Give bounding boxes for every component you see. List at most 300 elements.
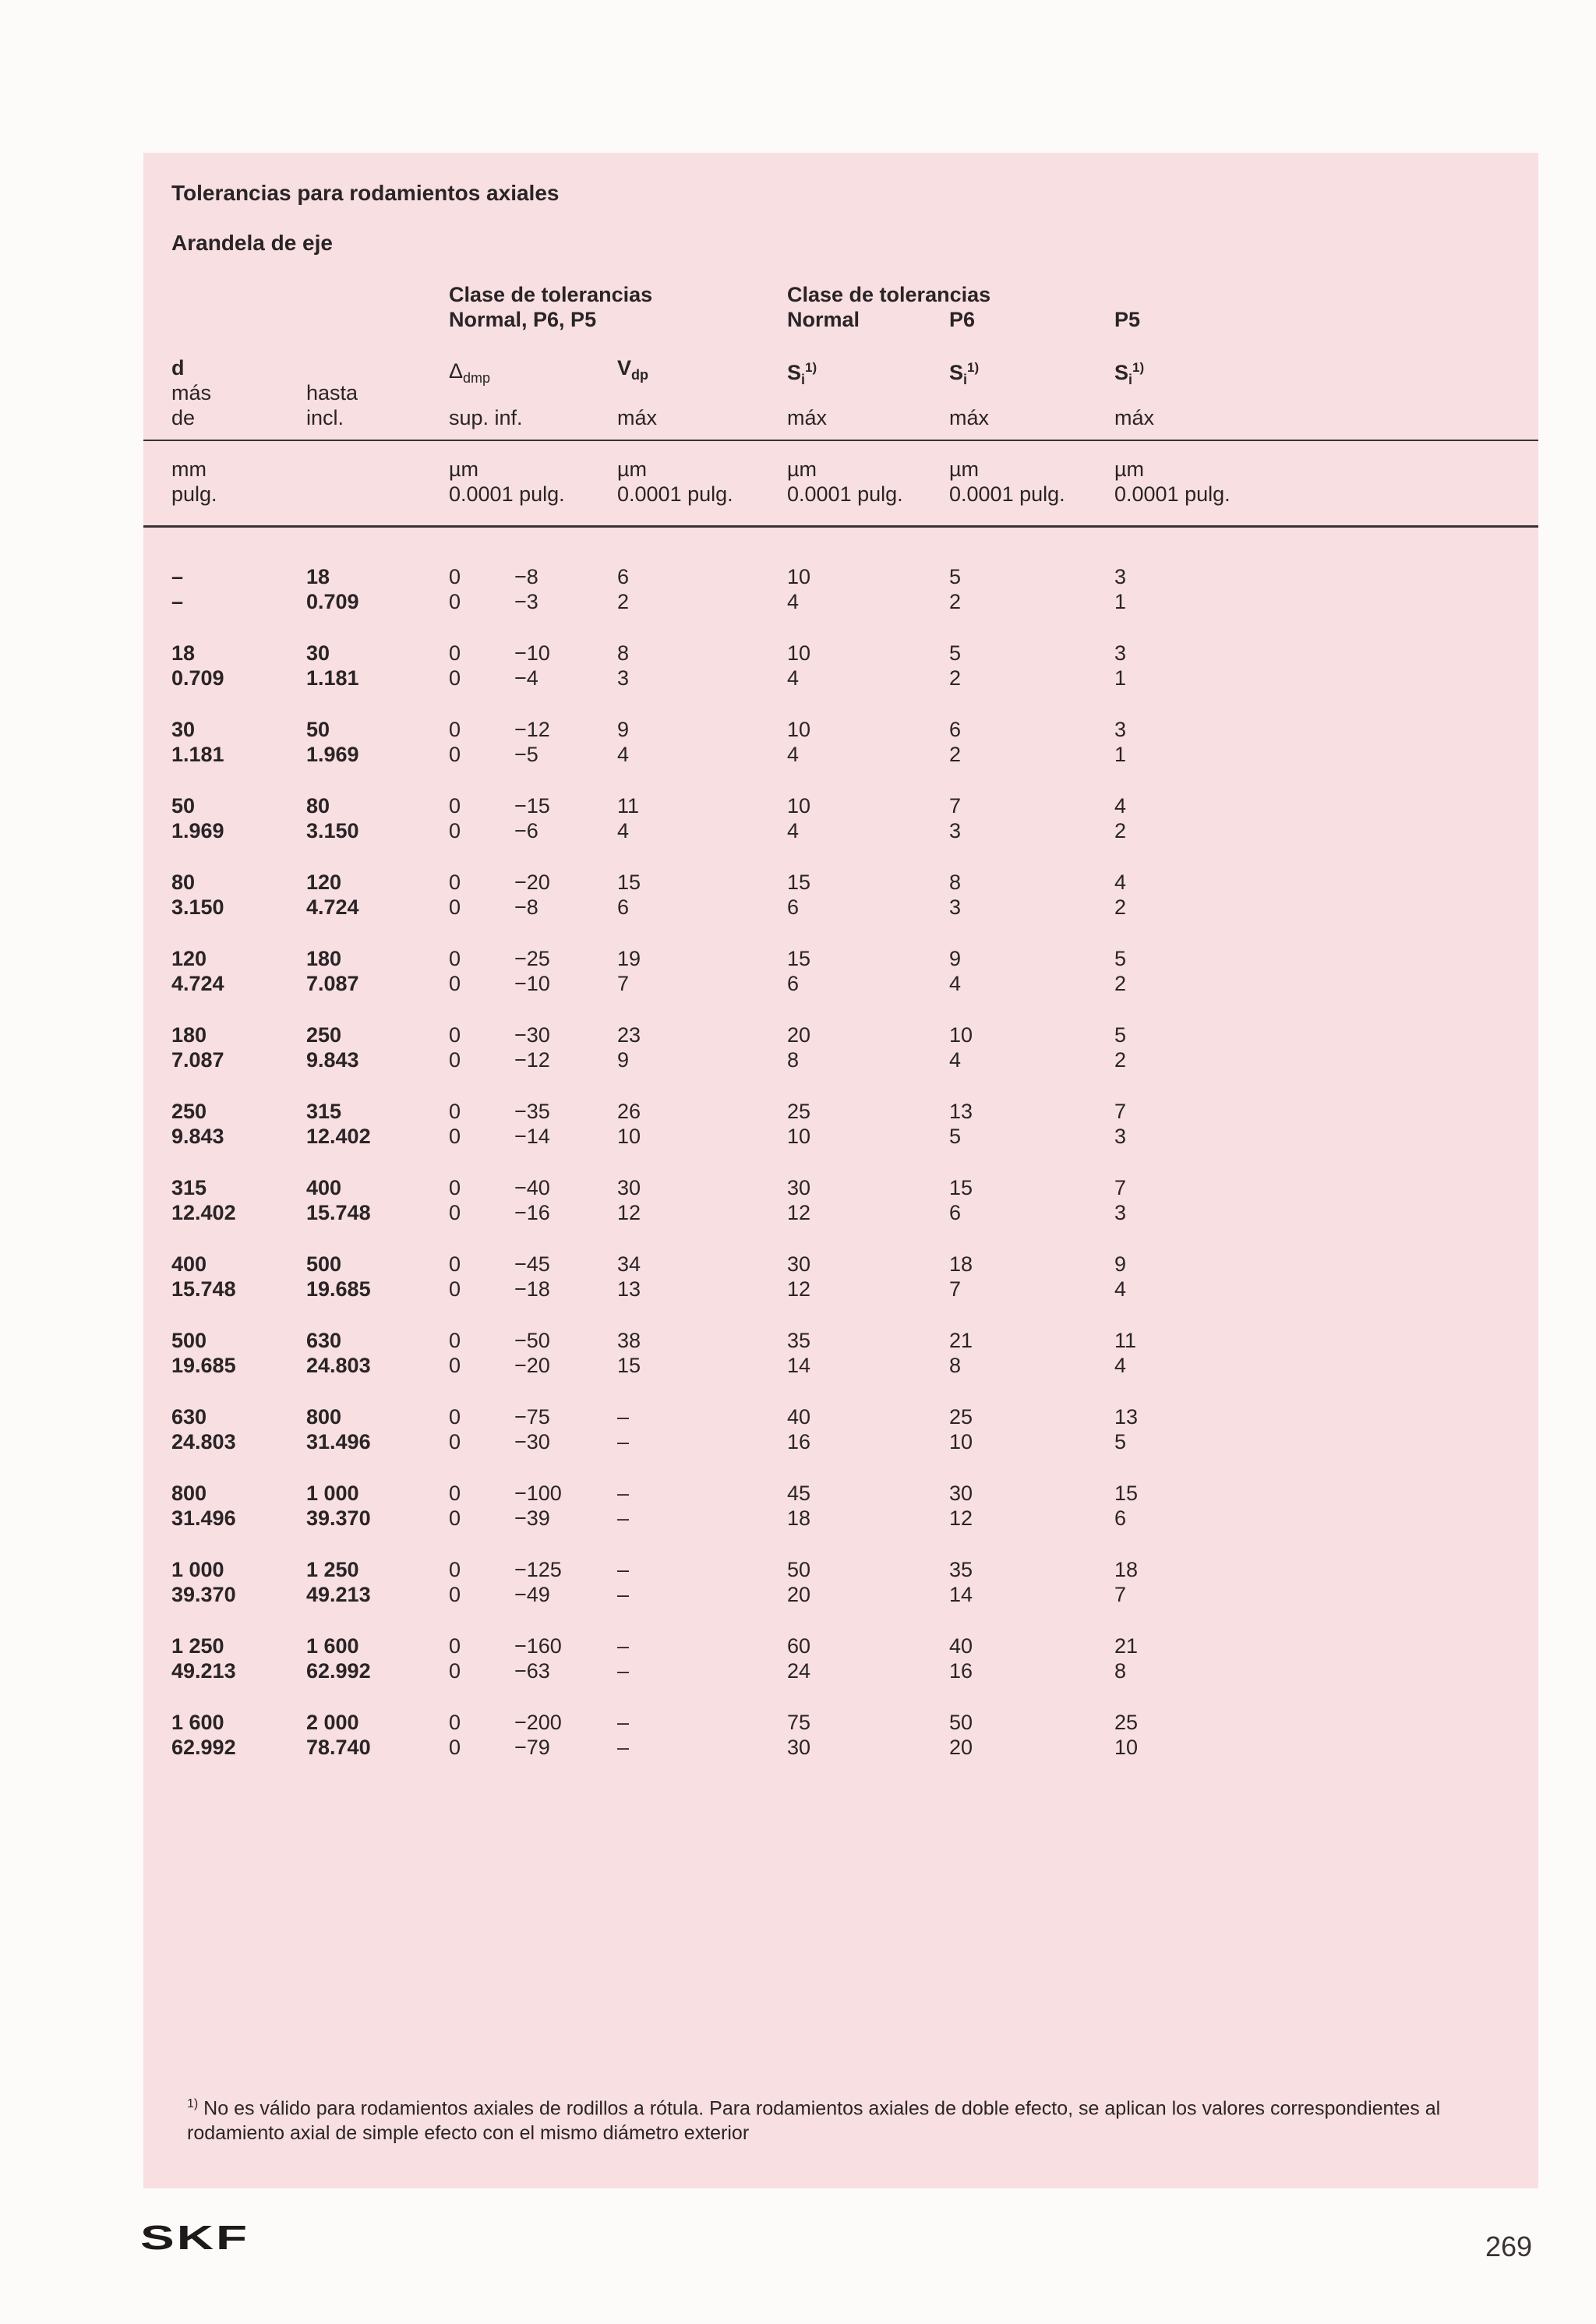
si-p5-cell bbox=[1114, 870, 1126, 920]
si-normal-um: 50 bbox=[787, 1558, 811, 1581]
delta-sup-um: 0 bbox=[449, 1329, 461, 1352]
vdp-cell bbox=[617, 946, 641, 996]
si-p5-in: 1 bbox=[1114, 743, 1127, 766]
vdp-um: 6 bbox=[617, 565, 630, 588]
si-p5-cell bbox=[1114, 1481, 1138, 1531]
si-p5-um: 5 bbox=[1114, 947, 1127, 970]
si-normal-cell bbox=[787, 1099, 810, 1149]
s-symbol: S bbox=[1114, 361, 1129, 384]
d-max-in: 0.709 bbox=[306, 590, 359, 613]
s-symbol: S bbox=[787, 361, 802, 384]
si-normal-cell bbox=[787, 1404, 810, 1454]
vdp-cell bbox=[617, 564, 629, 614]
d-max-mm: 30 bbox=[306, 641, 330, 665]
vdp-cell bbox=[617, 1175, 641, 1225]
header-si-normal bbox=[787, 355, 817, 392]
table-row bbox=[143, 641, 1538, 690]
delta-sup-in: 0 bbox=[449, 1736, 461, 1759]
vdp-um: – bbox=[617, 1482, 630, 1505]
si-normal-cell bbox=[787, 1481, 810, 1531]
delta-inf-cell bbox=[514, 1404, 550, 1454]
si-p6-um: 5 bbox=[949, 565, 962, 588]
vdp-um: 23 bbox=[617, 1023, 641, 1047]
header-vdp bbox=[617, 355, 648, 387]
table-row bbox=[143, 1022, 1538, 1072]
d-min-in: 39.370 bbox=[171, 1583, 236, 1606]
d-min-in: 3.150 bbox=[171, 895, 224, 919]
footnote-text: No es válido para rodamientos axiales de rodillos a rótula. Para rodamientos axiales de doble efecto, se aplican los valores correspondientes al rodamiento axial de simple efecto con el mismo diámetro exterior bbox=[187, 2097, 1441, 2145]
delta-sup-um: 0 bbox=[449, 1252, 461, 1276]
d-min-mm: 1 600 bbox=[171, 1711, 224, 1734]
si-p6-cell bbox=[949, 1710, 973, 1760]
d-min-cell bbox=[171, 946, 224, 996]
vdp-in: – bbox=[617, 1583, 630, 1606]
unit-vdp bbox=[617, 457, 733, 507]
si-p5-in: 1 bbox=[1114, 666, 1127, 690]
d-max-cell bbox=[306, 564, 359, 614]
delta-sup-in: 0 bbox=[449, 1430, 461, 1453]
d-min-in: 7.087 bbox=[171, 1048, 224, 1072]
delta-sup-um: 0 bbox=[449, 1100, 461, 1123]
d-max-mm: 18 bbox=[306, 565, 330, 588]
d-min-cell bbox=[171, 793, 224, 843]
si-normal-um: 30 bbox=[787, 1176, 811, 1199]
si-p6-um: 7 bbox=[949, 794, 962, 818]
delta-inf-in: −14 bbox=[514, 1125, 550, 1148]
d-max-cell bbox=[306, 1099, 371, 1149]
header-max-normal: máx bbox=[787, 406, 828, 429]
d-min-mm: – bbox=[171, 565, 184, 588]
d-max-cell bbox=[306, 946, 359, 996]
delta-inf-um: −45 bbox=[514, 1252, 550, 1276]
d-min-cell bbox=[171, 1710, 236, 1760]
d-max-cell bbox=[306, 641, 359, 690]
d-max-cell bbox=[306, 870, 359, 920]
si-normal-um: 30 bbox=[787, 1252, 811, 1276]
footnote-marker: 1) bbox=[187, 2097, 199, 2110]
si-p6-cell bbox=[949, 1252, 973, 1302]
d-min-mm: 400 bbox=[171, 1252, 207, 1276]
si-p5-um: 3 bbox=[1114, 718, 1127, 741]
delta-inf-in: −6 bbox=[514, 819, 538, 842]
d-max-mm: 630 bbox=[306, 1329, 342, 1352]
vdp-in: 9 bbox=[617, 1048, 630, 1072]
delta-sup-cell bbox=[449, 564, 461, 614]
si-p5-um: 13 bbox=[1114, 1405, 1139, 1429]
delta-inf-in: −49 bbox=[514, 1583, 550, 1606]
d-max-mm: 800 bbox=[306, 1405, 342, 1429]
d-max-mm: 80 bbox=[306, 794, 330, 818]
delta-sup-um: 0 bbox=[449, 718, 461, 741]
d-max-cell bbox=[306, 1557, 371, 1607]
si-p5-um: 3 bbox=[1114, 641, 1127, 665]
d-min-cell bbox=[171, 717, 224, 767]
si-p5-cell bbox=[1114, 717, 1126, 767]
si-normal-cell bbox=[787, 564, 810, 614]
si-p6-in: 10 bbox=[949, 1430, 973, 1453]
delta-sup-in: 0 bbox=[449, 1354, 461, 1377]
delta-sup-cell bbox=[449, 793, 461, 843]
d-max-mm: 2 000 bbox=[306, 1711, 359, 1734]
si-p5-um: 25 bbox=[1114, 1711, 1139, 1734]
delta-sup-um: 0 bbox=[449, 1405, 461, 1429]
delta-sup-um: 0 bbox=[449, 947, 461, 970]
header-group-1-line-2: Normal, P6, P5 bbox=[449, 308, 597, 331]
d-min-cell bbox=[171, 1481, 236, 1531]
si-normal-cell bbox=[787, 1252, 810, 1302]
si-p6-cell bbox=[949, 1175, 973, 1225]
d-max-in: 24.803 bbox=[306, 1354, 371, 1377]
delta-sup-cell bbox=[449, 946, 461, 996]
vdp-cell bbox=[617, 717, 629, 767]
d-min-in: 0.709 bbox=[171, 666, 224, 690]
delta-inf-in: −8 bbox=[514, 895, 538, 919]
d-min-cell bbox=[171, 1328, 236, 1378]
si-p6-cell bbox=[949, 793, 961, 843]
delta-inf-in: −4 bbox=[514, 666, 538, 690]
si-p6-um: 15 bbox=[949, 1176, 973, 1199]
d-min-in: 9.843 bbox=[171, 1125, 224, 1148]
unit-inch: 0.0001 pulg. bbox=[617, 482, 733, 506]
table-row bbox=[143, 793, 1538, 843]
delta-inf-cell bbox=[514, 1557, 562, 1607]
v-subscript: dp bbox=[631, 367, 649, 383]
d-min-cell bbox=[171, 1252, 236, 1302]
si-p6-in: 2 bbox=[949, 743, 962, 766]
delta-sup-cell bbox=[449, 1328, 461, 1378]
vdp-in: – bbox=[617, 1506, 630, 1530]
delta-inf-cell bbox=[514, 870, 550, 920]
header-group-2-line-2: Normal bbox=[787, 308, 860, 331]
header-delta-dmp bbox=[449, 358, 490, 390]
footnote bbox=[187, 2092, 1527, 2146]
d-max-cell bbox=[306, 793, 359, 843]
si-normal-cell bbox=[787, 1328, 810, 1378]
si-p5-cell bbox=[1114, 793, 1126, 843]
delta-sup-cell bbox=[449, 1022, 461, 1072]
header-max-p6: máx bbox=[949, 406, 990, 429]
d-max-mm: 50 bbox=[306, 718, 330, 741]
si-normal-um: 60 bbox=[787, 1634, 811, 1658]
delta-inf-um: −10 bbox=[514, 641, 550, 665]
si-p6-um: 8 bbox=[949, 871, 962, 894]
header-p5: P5 bbox=[1114, 308, 1141, 331]
si-normal-um: 15 bbox=[787, 947, 811, 970]
d-min-in: 24.803 bbox=[171, 1430, 236, 1453]
d-min-mm: 50 bbox=[171, 794, 196, 818]
si-p5-um: 4 bbox=[1114, 794, 1127, 818]
delta-inf-cell bbox=[514, 793, 550, 843]
d-max-cell bbox=[306, 1252, 371, 1302]
si-p5-um: 21 bbox=[1114, 1634, 1139, 1658]
si-p5-cell bbox=[1114, 1557, 1138, 1607]
si-p6-um: 35 bbox=[949, 1558, 973, 1581]
si-p5-in: 5 bbox=[1114, 1430, 1127, 1453]
s-footnote-mark: 1) bbox=[1132, 360, 1145, 375]
page-number: 269 bbox=[1485, 2230, 1533, 2262]
vdp-in: 4 bbox=[617, 743, 630, 766]
header-hasta: hasta bbox=[306, 381, 358, 404]
si-p5-um: 7 bbox=[1114, 1176, 1127, 1199]
si-p5-um: 15 bbox=[1114, 1482, 1139, 1505]
header-group-2-line-1: Clase de tolerancias bbox=[787, 283, 991, 306]
d-max-in: 3.150 bbox=[306, 819, 359, 842]
table-subtitle: Arandela de eje bbox=[171, 231, 333, 255]
si-p6-cell bbox=[949, 564, 961, 614]
delta-inf-um: −15 bbox=[514, 794, 550, 818]
table-row bbox=[143, 1328, 1538, 1378]
d-max-in: 15.748 bbox=[306, 1201, 371, 1224]
delta-inf-in: −5 bbox=[514, 743, 538, 766]
delta-inf-um: −20 bbox=[514, 871, 550, 894]
si-normal-um: 20 bbox=[787, 1023, 811, 1047]
unit-um: µm bbox=[949, 457, 980, 481]
delta-sup-cell bbox=[449, 1710, 461, 1760]
delta-sup-cell bbox=[449, 870, 461, 920]
header-d: d bbox=[171, 356, 185, 380]
d-min-in: 49.213 bbox=[171, 1659, 236, 1683]
delta-symbol: Δ bbox=[449, 359, 464, 383]
si-p5-in: 4 bbox=[1114, 1354, 1127, 1377]
si-normal-cell bbox=[787, 641, 810, 690]
vdp-cell bbox=[617, 1099, 641, 1149]
header-de: de bbox=[171, 406, 196, 429]
si-p6-in: 20 bbox=[949, 1736, 973, 1759]
si-p6-um: 30 bbox=[949, 1482, 973, 1505]
si-p6-cell bbox=[949, 1022, 973, 1072]
si-normal-um: 45 bbox=[787, 1482, 811, 1505]
d-max-mm: 1 000 bbox=[306, 1482, 359, 1505]
unit-si-p6 bbox=[949, 457, 1065, 507]
si-normal-in: 10 bbox=[787, 1125, 811, 1148]
unit-mm: mm bbox=[171, 457, 207, 481]
vdp-um: 9 bbox=[617, 718, 630, 741]
d-max-in: 49.213 bbox=[306, 1583, 371, 1606]
si-p5-in: 3 bbox=[1114, 1201, 1127, 1224]
d-max-mm: 180 bbox=[306, 947, 342, 970]
d-min-in: – bbox=[171, 590, 184, 613]
vdp-cell bbox=[617, 1022, 641, 1072]
table-row bbox=[143, 870, 1538, 920]
unit-inch: 0.0001 pulg. bbox=[949, 482, 1065, 506]
table-row bbox=[143, 564, 1538, 614]
delta-sup-um: 0 bbox=[449, 565, 461, 588]
si-p5-cell bbox=[1114, 1022, 1126, 1072]
table-row bbox=[143, 717, 1538, 767]
d-min-cell bbox=[171, 641, 224, 690]
si-p6-um: 18 bbox=[949, 1252, 973, 1276]
si-normal-in: 12 bbox=[787, 1277, 811, 1301]
s-subscript: i bbox=[801, 372, 806, 387]
si-p5-in: 2 bbox=[1114, 972, 1127, 995]
si-normal-in: 4 bbox=[787, 666, 800, 690]
si-normal-cell bbox=[787, 1710, 810, 1760]
vdp-in: – bbox=[617, 1736, 630, 1759]
d-min-mm: 630 bbox=[171, 1405, 207, 1429]
delta-inf-um: −50 bbox=[514, 1329, 550, 1352]
si-normal-cell bbox=[787, 793, 810, 843]
unit-um: µm bbox=[787, 457, 817, 481]
si-normal-in: 4 bbox=[787, 590, 800, 613]
si-p5-um: 5 bbox=[1114, 1023, 1127, 1047]
si-normal-in: 12 bbox=[787, 1201, 811, 1224]
d-min-in: 4.724 bbox=[171, 972, 224, 995]
si-p6-in: 5 bbox=[949, 1125, 962, 1148]
vdp-um: 19 bbox=[617, 947, 641, 970]
header-si-p5 bbox=[1114, 355, 1144, 392]
vdp-in: – bbox=[617, 1659, 630, 1683]
vdp-in: 7 bbox=[617, 972, 630, 995]
si-normal-in: 30 bbox=[787, 1736, 811, 1759]
d-min-mm: 500 bbox=[171, 1329, 207, 1352]
header-sup-inf: sup. inf. bbox=[449, 406, 523, 429]
delta-inf-in: −20 bbox=[514, 1354, 550, 1377]
vdp-cell bbox=[617, 1328, 641, 1378]
si-p6-in: 12 bbox=[949, 1506, 973, 1530]
table-row bbox=[143, 1557, 1538, 1607]
d-min-in: 19.685 bbox=[171, 1354, 236, 1377]
delta-sup-cell bbox=[449, 1481, 461, 1531]
delta-sup-um: 0 bbox=[449, 1482, 461, 1505]
vdp-um: 26 bbox=[617, 1100, 641, 1123]
delta-inf-cell bbox=[514, 1252, 550, 1302]
si-normal-cell bbox=[787, 1022, 810, 1072]
vdp-cell bbox=[617, 793, 639, 843]
vdp-um: 38 bbox=[617, 1329, 641, 1352]
table-row bbox=[143, 1252, 1538, 1302]
si-normal-um: 15 bbox=[787, 871, 811, 894]
delta-inf-in: −18 bbox=[514, 1277, 550, 1301]
si-normal-in: 4 bbox=[787, 743, 800, 766]
si-p6-in: 2 bbox=[949, 590, 962, 613]
si-p6-um: 21 bbox=[949, 1329, 973, 1352]
delta-inf-cell bbox=[514, 1099, 550, 1149]
d-min-mm: 315 bbox=[171, 1176, 207, 1199]
si-normal-um: 25 bbox=[787, 1100, 811, 1123]
delta-sup-in: 0 bbox=[449, 1583, 461, 1606]
si-p6-cell bbox=[949, 1328, 973, 1378]
si-p5-cell bbox=[1114, 1328, 1136, 1378]
d-max-mm: 500 bbox=[306, 1252, 342, 1276]
skf-logo-text: SKF bbox=[140, 2220, 249, 2254]
delta-sup-in: 0 bbox=[449, 1659, 461, 1683]
d-max-in: 39.370 bbox=[306, 1506, 371, 1530]
si-normal-cell bbox=[787, 717, 810, 767]
table-row bbox=[143, 1710, 1538, 1760]
si-normal-cell bbox=[787, 1557, 810, 1607]
delta-sup-cell bbox=[449, 641, 461, 690]
si-p5-in: 3 bbox=[1114, 1125, 1127, 1148]
delta-sup-um: 0 bbox=[449, 1023, 461, 1047]
d-max-cell bbox=[306, 1328, 371, 1378]
delta-sup-cell bbox=[449, 717, 461, 767]
d-min-mm: 1 000 bbox=[171, 1558, 224, 1581]
si-p6-cell bbox=[949, 1557, 973, 1607]
unit-um: µm bbox=[1114, 457, 1145, 481]
si-p5-cell bbox=[1114, 1634, 1138, 1683]
vdp-in: 6 bbox=[617, 895, 630, 919]
si-normal-um: 10 bbox=[787, 794, 811, 818]
si-p5-in: 2 bbox=[1114, 1048, 1127, 1072]
table-row bbox=[143, 946, 1538, 996]
delta-inf-cell bbox=[514, 717, 550, 767]
si-normal-um: 10 bbox=[787, 565, 811, 588]
skf-logo bbox=[140, 2220, 257, 2258]
delta-inf-in: −63 bbox=[514, 1659, 550, 1683]
delta-inf-um: −160 bbox=[514, 1634, 562, 1658]
header-max-p5: máx bbox=[1114, 406, 1155, 429]
table-row bbox=[143, 1634, 1538, 1683]
si-p6-in: 14 bbox=[949, 1583, 973, 1606]
si-p6-in: 4 bbox=[949, 1048, 962, 1072]
d-min-mm: 80 bbox=[171, 871, 196, 894]
d-min-in: 15.748 bbox=[171, 1277, 236, 1301]
si-p6-in: 6 bbox=[949, 1201, 962, 1224]
delta-sup-um: 0 bbox=[449, 871, 461, 894]
s-subscript: i bbox=[963, 372, 968, 387]
si-p5-in: 2 bbox=[1114, 819, 1127, 842]
delta-sup-in: 0 bbox=[449, 666, 461, 690]
d-max-in: 12.402 bbox=[306, 1125, 371, 1148]
d-max-in: 62.992 bbox=[306, 1659, 371, 1683]
d-min-cell bbox=[171, 1175, 236, 1225]
si-p6-cell bbox=[949, 1481, 973, 1531]
delta-inf-um: −75 bbox=[514, 1405, 550, 1429]
si-normal-in: 4 bbox=[787, 819, 800, 842]
vdp-in: 10 bbox=[617, 1125, 641, 1148]
d-min-in: 12.402 bbox=[171, 1201, 236, 1224]
vdp-cell bbox=[617, 1557, 629, 1607]
d-max-mm: 120 bbox=[306, 871, 342, 894]
unit-um: µm bbox=[617, 457, 648, 481]
delta-sup-cell bbox=[449, 1175, 461, 1225]
d-max-cell bbox=[306, 1481, 371, 1531]
table-row bbox=[143, 1481, 1538, 1531]
si-p5-cell bbox=[1114, 1404, 1138, 1454]
unit-inch: 0.0001 pulg. bbox=[449, 482, 565, 506]
d-min-in: 31.496 bbox=[171, 1506, 236, 1530]
delta-sup-in: 0 bbox=[449, 895, 461, 919]
si-normal-in: 6 bbox=[787, 895, 800, 919]
si-p6-cell bbox=[949, 717, 961, 767]
vdp-in: 15 bbox=[617, 1354, 641, 1377]
delta-inf-um: −35 bbox=[514, 1100, 550, 1123]
delta-sup-in: 0 bbox=[449, 819, 461, 842]
si-p5-in: 1 bbox=[1114, 590, 1127, 613]
s-symbol: S bbox=[949, 361, 964, 384]
vdp-in: 3 bbox=[617, 666, 630, 690]
delta-sup-cell bbox=[449, 1404, 461, 1454]
table-title: Tolerancias para rodamientos axiales bbox=[171, 181, 560, 205]
si-p6-in: 2 bbox=[949, 666, 962, 690]
unit-inch: 0.0001 pulg. bbox=[787, 482, 903, 506]
si-p5-cell bbox=[1114, 641, 1126, 690]
vdp-um: 15 bbox=[617, 871, 641, 894]
d-max-mm: 400 bbox=[306, 1176, 342, 1199]
delta-sup-um: 0 bbox=[449, 794, 461, 818]
delta-inf-um: −25 bbox=[514, 947, 550, 970]
d-min-mm: 1 250 bbox=[171, 1634, 224, 1658]
si-p6-in: 4 bbox=[949, 972, 962, 995]
d-min-cell bbox=[171, 564, 183, 614]
d-min-cell bbox=[171, 1634, 236, 1683]
si-p5-cell bbox=[1114, 946, 1126, 996]
delta-inf-in: −16 bbox=[514, 1201, 550, 1224]
delta-inf-um: −12 bbox=[514, 718, 550, 741]
si-normal-in: 20 bbox=[787, 1583, 811, 1606]
delta-inf-cell bbox=[514, 1022, 550, 1072]
delta-inf-cell bbox=[514, 1634, 562, 1683]
